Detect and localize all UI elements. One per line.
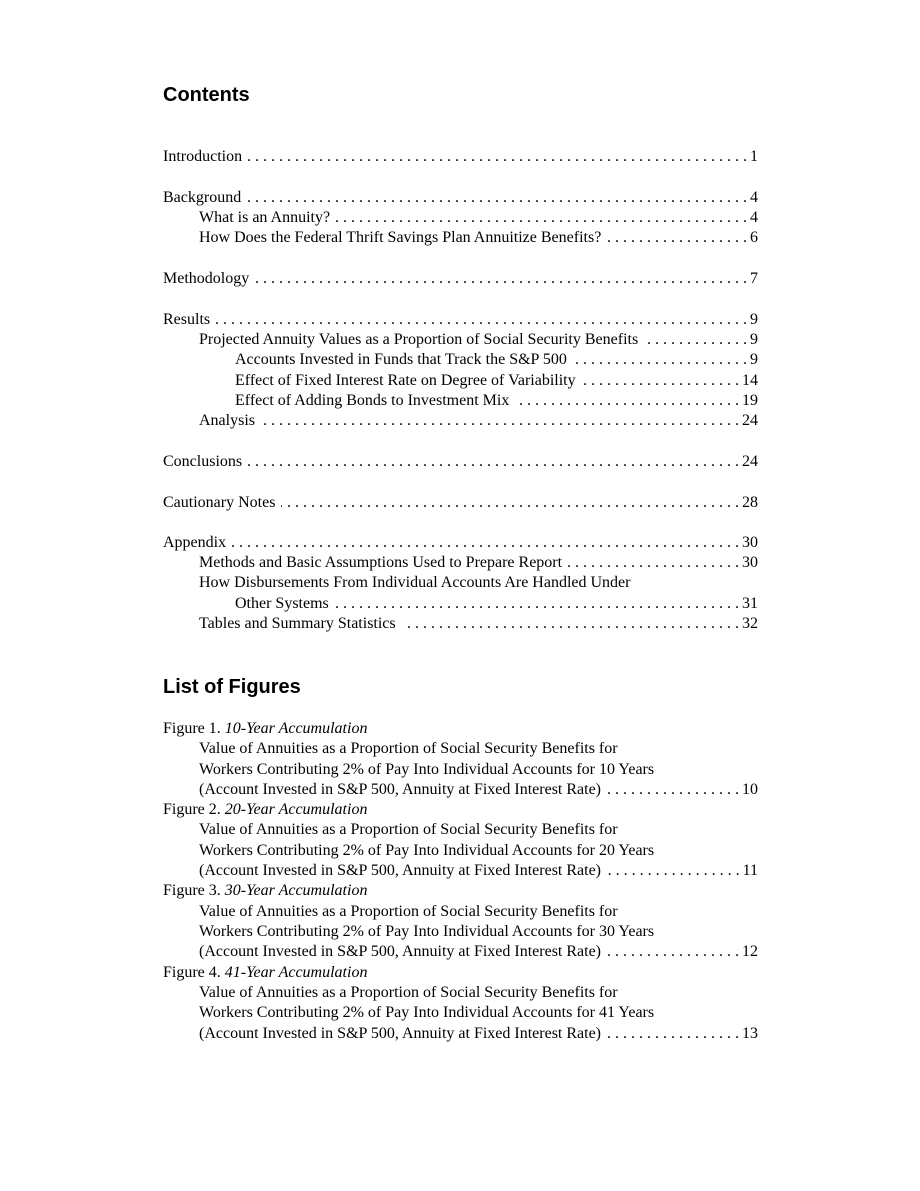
toc-page-number: 9 [750, 331, 758, 348]
toc-entry-results[interactable] [163, 310, 758, 330]
toc-page-number: 19 [742, 392, 758, 409]
toc-page-number: 9 [750, 351, 758, 368]
toc-page-number: 14 [742, 372, 758, 389]
toc-entry-label: Projected Annuity Values as a Proportion of Social Security Benefits [199, 331, 639, 348]
toc-entry-label: How Does the Federal Thrift Savings Plan Annuitize Benefits? [199, 229, 602, 246]
figure-2-caption[interactable] [163, 800, 367, 820]
leader-dots [607, 1024, 739, 1044]
figure-desc-text: (Account Invested in S&P 500, Annuity at Fixed Interest Rate) [199, 781, 602, 798]
leader-dots [568, 553, 739, 573]
leader-dots [515, 391, 739, 411]
list-of-figures-heading: List of Figures [163, 676, 301, 698]
toc-entry-tables-summary[interactable] [199, 614, 758, 634]
leader-dots [248, 452, 739, 472]
toc-entry-cautionary-notes[interactable] [163, 493, 758, 513]
figure-page-number: 11 [742, 862, 758, 879]
figure-page-number: 12 [742, 943, 758, 960]
leader-dots [335, 594, 739, 614]
toc-page-number: 4 [750, 209, 758, 226]
figure-title: 10-Year Accumulation [224, 720, 368, 737]
toc-entry-adding-bonds[interactable] [235, 391, 758, 411]
figure-prefix: Figure 3. [163, 882, 221, 899]
figure-page-number: 13 [742, 1025, 758, 1042]
leader-dots [232, 533, 739, 553]
figure-3-desc-line2: Workers Contributing 2% of Pay Into Individual Accounts for 30 Years [199, 923, 655, 940]
leader-dots [644, 330, 747, 350]
leader-dots [607, 780, 739, 800]
leader-dots [573, 350, 747, 370]
toc-entry-label: Introduction [163, 148, 243, 165]
toc-entry-label: Accounts Invested in Funds that Track the S&P 500 [235, 351, 567, 368]
figure-prefix: Figure 2. [163, 801, 221, 818]
toc-page-number: 6 [750, 229, 758, 246]
leader-dots [607, 942, 739, 962]
toc-entry-background[interactable] [163, 188, 758, 208]
figure-4-caption[interactable] [163, 963, 367, 983]
toc-entry-label: Other Systems [235, 595, 329, 612]
leader-dots [607, 861, 740, 881]
toc-entry-label: Appendix [163, 534, 227, 551]
toc-page-number: 24 [742, 412, 758, 429]
toc-page-number: 4 [750, 189, 758, 206]
toc-page-number: 28 [742, 494, 758, 511]
toc-entry-appendix[interactable] [163, 533, 758, 553]
figure-desc-text: (Account Invested in S&P 500, Annuity at Fixed Interest Rate) [199, 862, 602, 879]
toc-entry-thrift-savings[interactable] [199, 228, 758, 248]
toc-entry-what-is-annuity[interactable] [199, 208, 758, 228]
leader-dots [255, 269, 747, 289]
toc-page-number: 24 [742, 453, 758, 470]
figure-2-desc-line1: Value of Annuities as a Proportion of Social Security Benefits for [199, 821, 618, 838]
toc-entry-label: Analysis [199, 412, 255, 429]
leader-dots [607, 228, 747, 248]
figure-1-desc-line2: Workers Contributing 2% of Pay Into Individual Accounts for 10 Years [199, 761, 655, 778]
toc-entry-disbursements[interactable]: How Disbursements From Individual Accounts Are Handled Under [199, 574, 631, 591]
toc-entry-label: Cautionary Notes [163, 494, 276, 511]
toc-page-number: 30 [742, 534, 758, 551]
figure-2-desc-line2: Workers Contributing 2% of Pay Into Individual Accounts for 20 Years [199, 842, 655, 859]
figure-1-desc-line1: Value of Annuities as a Proportion of Social Security Benefits for [199, 740, 618, 757]
leader-dots [582, 371, 739, 391]
toc-entry-label: Results [163, 311, 211, 328]
figure-desc-text: (Account Invested in S&P 500, Annuity at Fixed Interest Rate) [199, 1025, 602, 1042]
toc-entry-analysis[interactable] [199, 411, 758, 431]
toc-entry-methodology[interactable] [163, 269, 758, 289]
toc-entry-label: Methodology [163, 270, 250, 287]
figure-3-desc-line1: Value of Annuities as a Proportion of Social Security Benefits for [199, 903, 618, 920]
toc-entry-label: Background [163, 189, 242, 206]
toc-entry-label: Tables and Summary Statistics [199, 615, 396, 632]
toc-entry-label: Conclusions [163, 453, 243, 470]
leader-dots [261, 411, 739, 431]
leader-dots [247, 188, 747, 208]
toc-entry-label: Effect of Adding Bonds to Investment Mix [235, 392, 510, 409]
figure-3-desc-line3[interactable] [199, 942, 758, 962]
figure-prefix: Figure 4. [163, 964, 221, 981]
leader-dots [248, 147, 747, 167]
figure-1-desc-line3[interactable] [199, 780, 758, 800]
figure-desc-text: (Account Invested in S&P 500, Annuity at Fixed Interest Rate) [199, 943, 602, 960]
figure-3-caption[interactable] [163, 881, 367, 901]
figure-prefix: Figure 1. [163, 720, 221, 737]
toc-entry-other-systems[interactable] [235, 594, 758, 614]
toc-entry-label: Effect of Fixed Interest Rate on Degree of Variability [235, 372, 576, 389]
leader-dots [216, 310, 747, 330]
figure-title: 41-Year Accumulation [224, 964, 368, 981]
leader-dots [281, 493, 739, 513]
figure-4-desc-line2: Workers Contributing 2% of Pay Into Individual Accounts for 41 Years [199, 1004, 655, 1021]
leader-dots [402, 614, 739, 634]
toc-entry-sp500-funds[interactable] [235, 350, 758, 370]
toc-page-number: 7 [750, 270, 758, 287]
toc-page-number: 32 [742, 615, 758, 632]
figure-4-desc-line3[interactable] [199, 1024, 758, 1044]
toc-entry-label: What is an Annuity? [199, 209, 331, 226]
figure-page-number: 10 [742, 781, 758, 798]
figure-title: 20-Year Accumulation [224, 801, 368, 818]
toc-page-number: 31 [742, 595, 758, 612]
toc-entry-fixed-interest[interactable] [235, 371, 758, 391]
toc-entry-methods-assumptions[interactable] [199, 553, 758, 573]
figure-1-caption[interactable] [163, 719, 367, 739]
toc-entry-introduction[interactable] [163, 147, 758, 167]
figure-2-desc-line3[interactable] [199, 861, 758, 881]
contents-heading: Contents [163, 84, 250, 106]
figure-title: 30-Year Accumulation [224, 882, 368, 899]
toc-page-number: 30 [742, 554, 758, 571]
toc-entry-conclusions[interactable] [163, 452, 758, 472]
toc-entry-projected-annuity[interactable] [199, 330, 758, 350]
toc-page-number: 1 [750, 148, 758, 165]
leader-dots [336, 208, 747, 228]
toc-page-number: 9 [750, 311, 758, 328]
toc-entry-label: Methods and Basic Assumptions Used to Prepare Report [199, 554, 563, 571]
figure-4-desc-line1: Value of Annuities as a Proportion of Social Security Benefits for [199, 984, 618, 1001]
